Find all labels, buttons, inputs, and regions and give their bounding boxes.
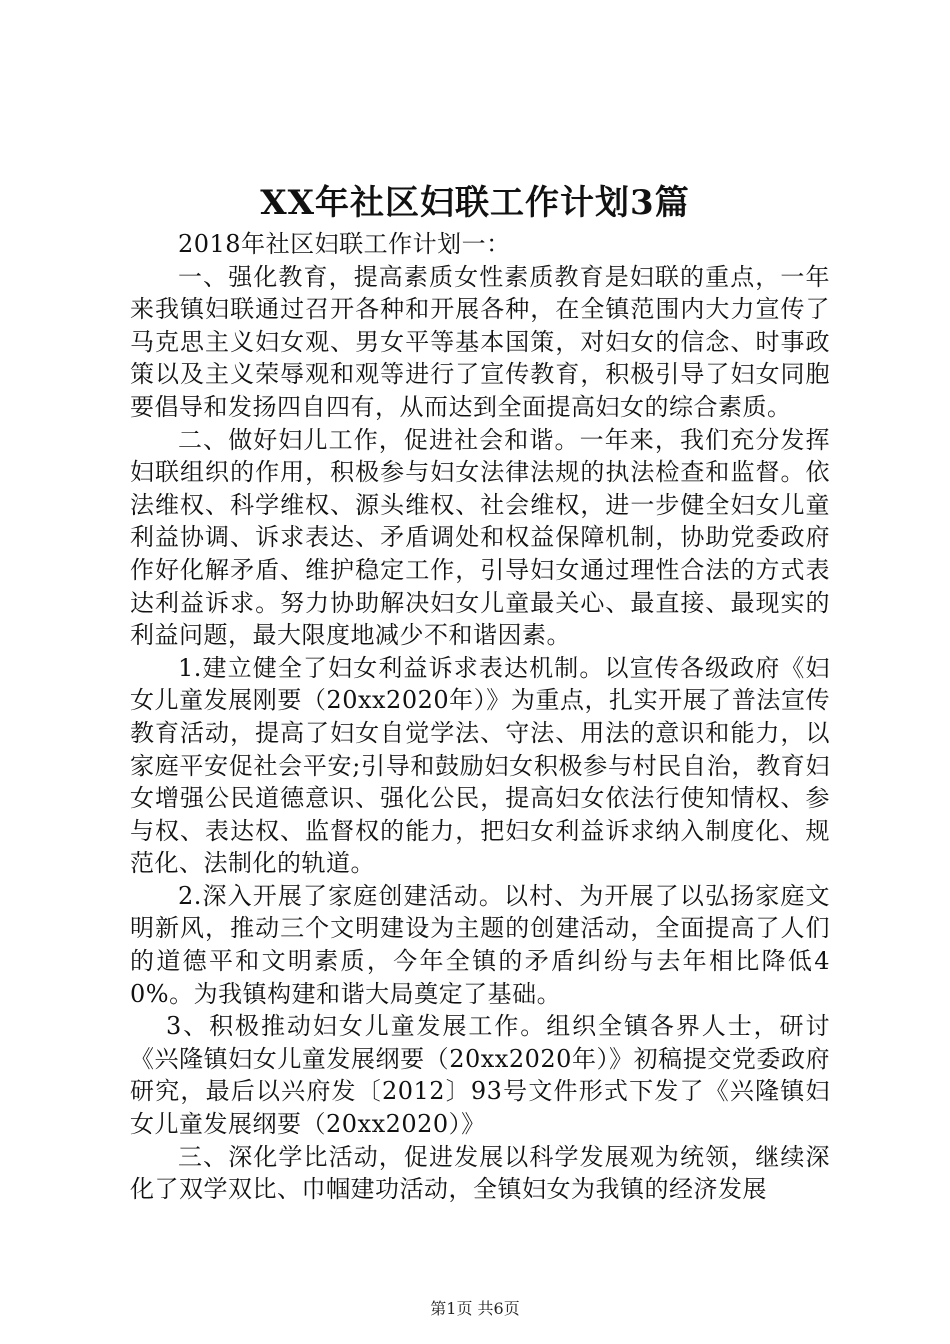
document-title: XX年社区妇联工作计划3篇 <box>260 183 690 223</box>
paragraph-item-1: 1.建立健全了妇女利益诉求表达机制。以宣传各级政府《妇女儿童发展刚要（20xx2020年）》为重点，扎实开展了普法宣传教育活动，提高了妇女自觉学法、守法、用法的意识和能力，以家庭平安促社会平安;引导和鼓励妇女积极参与村民自治，教育妇女增强公民道德意识、强化公民，提高妇女依法行使知情权、参与权、表达权、监督权的能力，把妇女利益诉求纳入制度化、规范化、法制化的轨道。 <box>130 653 830 878</box>
paragraph-learning-competition: 三、深化学比活动，促进发展以科学发展观为统领，继续深化了双学双比、巾帼建功活动，全镇妇女为我镇的经济发展 <box>130 1142 830 1204</box>
paragraph-women-children-work: 二、做好妇儿工作，促进社会和谐。一年来，我们充分发挥妇联组织的作用，积极参与妇女法律法规的执法检查和监督。依法维权、科学维权、源头维权、社会维权，进一步健全妇女儿童利益协调、诉求表达、矛盾调处和权益保障机制，协助党委政府作好化解矛盾、维护稳定工作，引导妇女通过理性合法的方式表达利益诉求。努力协助解决妇女儿童最关心、最直接、最现实的利益问题，最大限度地减少不和谐因素。 <box>130 425 830 650</box>
paragraph-education: 一、强化教育，提高素质女性素质教育是妇联的重点，一年来我镇妇联通过召开各种和开展各种，在全镇范围内大力宣传了马克思主义妇女观、男女平等基本国策，对妇女的信念、时事政策以及主义荣辱观和观等进行了宣传教育，积极引导了妇女同胞要倡导和发扬四自四有，从而达到全面提高妇女的综合素质。 <box>130 262 830 421</box>
paragraph-item-2: 2.深入开展了家庭创建活动。以村、为开展了以弘扬家庭文明新风，推动三个文明建设为主题的创建活动，全面提高了人们的道德平和文明素质，今年全镇的矛盾纠纷与去年相比降低40%。为我镇构建和谐大局奠定了基础。 <box>130 881 830 1008</box>
paragraph-item-3: 3、积极推动妇女儿童发展工作。组织全镇各界人士，研讨《兴隆镇妇女儿童发展纲要（20xx2020年）》初稿提交党委政府研究，最后以兴府发〔2012〕93号文件形式下发了《兴隆镇妇女儿童发展纲要（20xx2020）》 <box>130 1012 830 1139</box>
page-footer: 第1页 共6页 <box>430 1299 520 1318</box>
document-body <box>130 228 830 1206</box>
plan-heading: 2018年社区妇联工作计划一： <box>178 230 511 258</box>
